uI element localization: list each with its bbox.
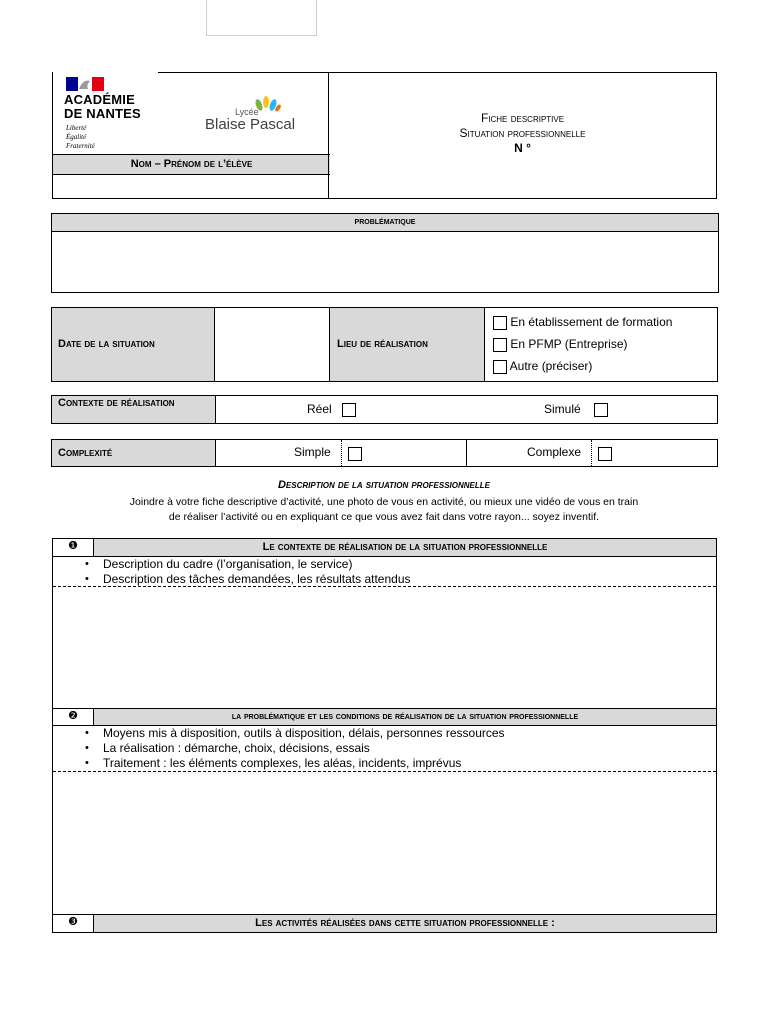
section-2-number: ❷ <box>68 710 78 722</box>
date-lieu-row <box>51 307 718 382</box>
lieu-options <box>493 314 672 380</box>
list-item: • La réalisation : démarche, choix, décisions, essais <box>53 741 716 756</box>
sections-box <box>52 538 717 933</box>
divider-solid <box>466 440 467 466</box>
checkbox[interactable] <box>598 447 612 461</box>
simple-checkbox[interactable] <box>348 445 362 463</box>
checkbox[interactable] <box>348 447 362 461</box>
description-title: Description de la situation professionnelle <box>277 479 491 491</box>
section-2-bullets <box>53 726 716 772</box>
header-left-box <box>52 72 329 199</box>
lycee-name: Blaise Pascal <box>205 116 296 133</box>
section-1-bullets <box>53 557 716 587</box>
option-simple[interactable]: Simple <box>294 445 331 459</box>
complexe-checkbox[interactable] <box>598 445 612 463</box>
form-title: Fiche descriptive Situation professionnelle N ° <box>459 111 586 155</box>
divider-dotted <box>591 440 592 466</box>
list-item: • Traitement : les éléments complexes, les aléas, incidents, imprévus <box>53 756 716 771</box>
section-2-field[interactable] <box>53 772 716 914</box>
republic-motto: Liberté Égalité Fraternité <box>66 124 95 150</box>
section-1-number: ❶ <box>68 540 78 552</box>
option-autre[interactable]: Autre (préciser) <box>493 358 672 380</box>
lycee-logo <box>205 96 297 136</box>
checkbox[interactable] <box>594 403 608 417</box>
section-2-header <box>53 708 716 726</box>
checkbox[interactable] <box>493 316 507 330</box>
problematique-field[interactable] <box>52 232 718 292</box>
student-name-field[interactable] <box>53 175 330 198</box>
contexte-row <box>51 395 718 424</box>
lieu-label: Lieu de réalisation <box>330 308 485 381</box>
section-3-header <box>53 914 716 932</box>
complexite-label: Complexité <box>52 440 216 466</box>
checkbox[interactable] <box>493 360 507 374</box>
checkbox[interactable] <box>342 403 356 417</box>
lycee-small-label: Lycée <box>235 107 259 117</box>
option-complexe[interactable]: Complexe <box>527 445 582 459</box>
section-1-header <box>53 539 716 557</box>
student-name-label: Nom – Prénom de l’élève <box>53 154 330 175</box>
problematique-box <box>51 213 719 293</box>
header-title-box <box>328 72 717 199</box>
list-item: • Description du cadre (l’organisation, le service) <box>53 557 716 572</box>
marianne-logo-icon <box>66 77 104 91</box>
option-reel[interactable]: Réel <box>307 402 356 417</box>
section-1-field[interactable] <box>53 587 716 708</box>
list-item: • Description des tâches demandées, les résultats attendus <box>53 572 716 587</box>
contexte-label: Contexte de réalisation <box>52 396 216 423</box>
divider-dotted <box>341 440 342 466</box>
section-1-title: Le contexte de réalisation de la situation professionnelle <box>93 539 716 556</box>
date-field[interactable] <box>215 308 330 381</box>
complexite-row <box>51 439 718 467</box>
problematique-label: problématique <box>52 214 718 232</box>
checkbox[interactable] <box>493 338 507 352</box>
option-etablissement[interactable]: En établissement de formation <box>493 314 672 336</box>
section-3-title: Les activités réalisées dans cette situation professionnelle : <box>93 915 716 932</box>
list-item: • Moyens mis à disposition, outils à disposition, délais, personnes ressources <box>53 726 716 741</box>
header-top-line <box>158 72 330 73</box>
option-pfmp[interactable]: En PFMP (Entreprise) <box>493 336 672 358</box>
top-blank-box <box>206 0 317 36</box>
section-3-number: ❸ <box>68 916 78 928</box>
section-2-title: la problématique et les conditions de réalisation de la situation professionnelle <box>93 709 716 725</box>
option-simule[interactable]: Simulé <box>544 402 608 417</box>
academie-name: ACADÉMIE DE NANTES <box>64 92 141 121</box>
description-text: Joindre à votre fiche descriptive d’activité, une photo de vous en activité, ou mieux une vidéo de vous en train de réaliser l’activité ou en expliquant ce que vous avez fait dans votre rayon... soyez inventif. <box>129 496 639 523</box>
date-label: Date de la situation <box>52 308 215 381</box>
